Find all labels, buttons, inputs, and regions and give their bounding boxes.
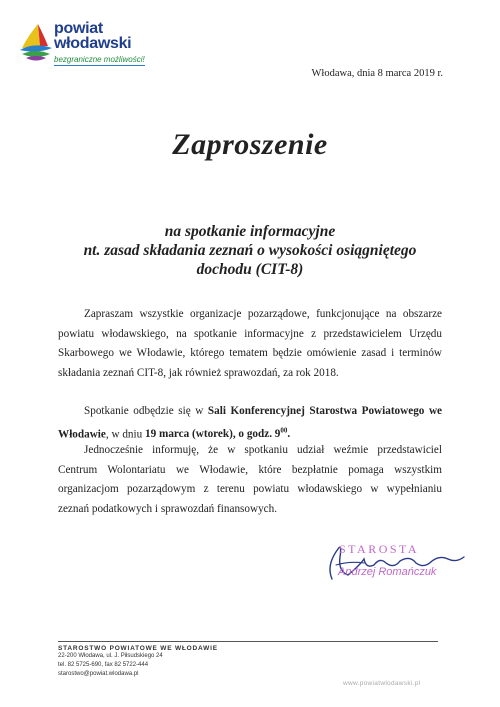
logo-tagline: bezgraniczne możliwości!	[54, 55, 145, 64]
meeting-time-minutes: 00	[280, 426, 288, 435]
paragraph-line: zeznań podatkowych i sprawozdań finansowych.	[58, 502, 278, 515]
meeting-venue-city: Włodawie	[58, 428, 106, 441]
footer-address: 22-200 Włodawa, ul. J. Piłsudskiego 24	[58, 653, 163, 659]
document-title: Zaproszenie	[172, 128, 328, 161]
meeting-date: 19 marca (wtorek), o godz. 9	[145, 428, 281, 441]
subtitle-line: na spotkanie informacyjne	[164, 223, 336, 240]
subtitle-line: nt. zasad składania zeznań o wysokości osiągniętego	[83, 242, 417, 259]
paragraph-line: Jednocześnie informuję, że w spotkaniu udział weźmie przedstawiciel	[84, 444, 442, 456]
paragraph-line: organizacjom pozarządowym z terenu powiatu włodawskiego w wypełnianiu	[58, 483, 442, 496]
paragraph-meeting-details	[58, 402, 442, 445]
logo-text-powiat: powiat	[54, 20, 103, 37]
meeting-end-punct: .	[287, 428, 291, 441]
letter-date: Włodawa, dnia 8 marca 2019 r.	[311, 68, 443, 79]
paragraph-line: składania zeznań CIT-8, jak również sprawozdań, za rok 2018.	[58, 366, 339, 379]
paragraph-line: Centrum Wolontariatu we Włodawie, które bezpłatnie pomaga wszystkim	[58, 463, 442, 476]
footer-phone: tel. 82 5725-690, fax 82 5722-444	[58, 662, 149, 668]
footer-email: starostwo@powiat.wlodawa.pl	[58, 671, 139, 677]
footer-divider	[58, 641, 438, 642]
meeting-text: Spotkanie odbędzie się w	[84, 405, 208, 417]
subtitle-line: dochodu (CIT-8)	[196, 261, 304, 278]
powiat-logo	[18, 18, 168, 70]
meeting-datetime	[145, 428, 290, 440]
logo-emblem-icon	[18, 18, 54, 64]
meeting-venue: Sali Konferencyjnej Starostwa Powiatowego we	[207, 405, 442, 417]
paragraph-volunteer-center	[58, 441, 442, 519]
meeting-text: , w dniu	[105, 428, 146, 441]
paragraph-invitation	[58, 305, 442, 383]
signatory-name: Andrzej Romańczuk	[338, 566, 437, 578]
footer-website: www.powiatwlodawski.pl	[343, 680, 421, 687]
paragraph-line: Zapraszam wszystkie organizacje pozarządowe, funkcjonujące na obszarze	[84, 308, 442, 320]
paragraph-line: Skarbowego we Włodawie, którego tematem będzie omówienie zasad i terminów	[58, 347, 442, 360]
footer-org-name: STAROSTWO POWIATOWE WE WŁODAWIE	[58, 645, 218, 652]
document-subtitle	[40, 222, 460, 279]
logo-text-wlodawski: włodawski	[54, 35, 132, 52]
paragraph-line: powiatu włodawskiego, na spotkanie informacyjne z przedstawicielem Urzędu	[58, 327, 442, 340]
footer-contact	[58, 645, 218, 679]
paragraph-line	[58, 402, 442, 422]
signatory-title: STAROSTA	[339, 542, 420, 556]
